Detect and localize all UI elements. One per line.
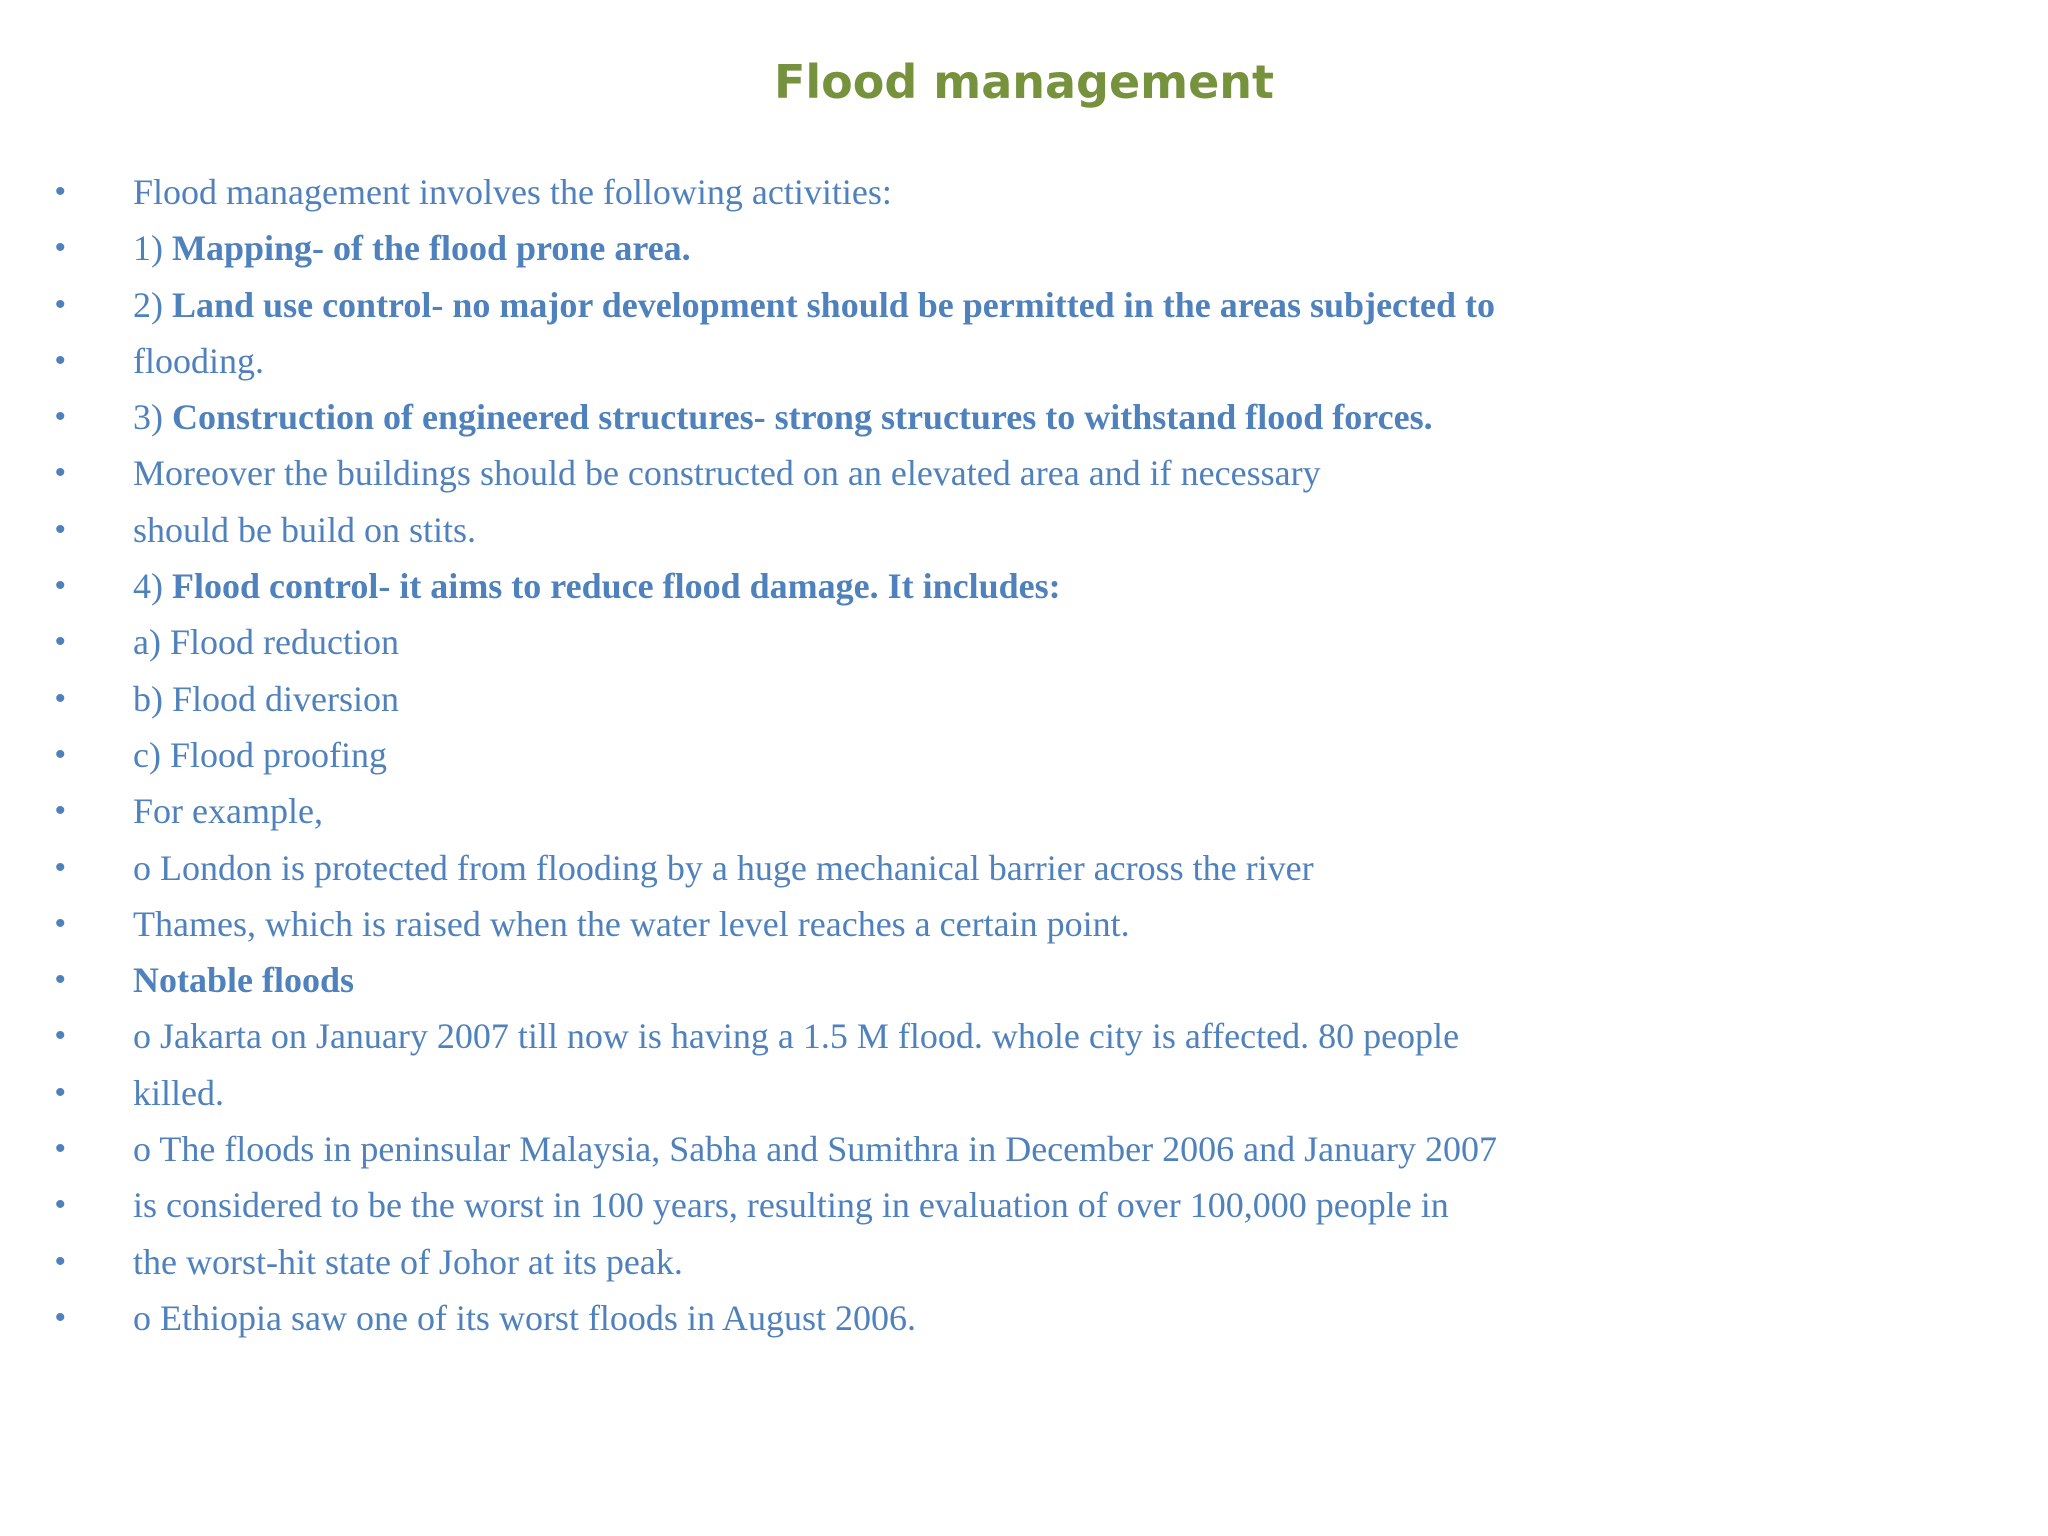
bullet-main-text: For example, <box>133 791 323 832</box>
bullet-dot-icon: • <box>55 794 66 828</box>
bullet-text <box>133 727 387 783</box>
bullet-text <box>133 558 1061 614</box>
bullet-text <box>133 1177 1449 1233</box>
bullet-main-text: c) Flood proofing <box>133 734 387 775</box>
bullet-item <box>0 614 2048 670</box>
bullet-dot-icon: • <box>55 512 66 546</box>
bullet-text <box>133 783 323 839</box>
bullet-item <box>0 445 2048 501</box>
bullet-main-text: flooding. <box>133 340 264 381</box>
bullet-item <box>0 1290 2048 1346</box>
bullet-item <box>0 502 2048 558</box>
bullet-text <box>133 614 399 670</box>
slide-title: Flood management <box>773 55 1275 109</box>
bullet-number: 1) <box>133 228 172 269</box>
bullet-dot-icon: • <box>55 231 66 265</box>
bullet-dot-icon: • <box>55 400 66 434</box>
bullet-dot-icon: • <box>55 1075 66 1109</box>
bullet-dot-icon: • <box>55 625 66 659</box>
bullet-text <box>133 502 476 558</box>
bullet-dot-icon: • <box>55 1019 66 1053</box>
bullet-main-text: the worst-hit state of Johor at its peak. <box>133 1241 683 1282</box>
bullet-item <box>0 164 2048 220</box>
bullet-number: 4) <box>133 566 172 607</box>
bullet-main-text: b) Flood diversion <box>133 678 399 719</box>
bullet-text <box>133 671 399 727</box>
bullet-item <box>0 1234 2048 1290</box>
bullet-main-text: Land use control- no major development should be permitted in the areas subjected to <box>172 284 1495 325</box>
bullet-main-text: o Ethiopia saw one of its worst floods in August 2006. <box>133 1297 916 1338</box>
bullet-list <box>0 164 2048 1346</box>
bullet-item <box>0 896 2048 952</box>
bullet-main-text: o Jakarta on January 2007 till now is having a 1.5 M flood. whole city is affected. 80 people <box>133 1016 1460 1057</box>
bullet-text <box>133 1121 1497 1177</box>
bullet-dot-icon: • <box>55 1188 66 1222</box>
bullet-dot-icon: • <box>55 569 66 603</box>
bullet-dot-icon: • <box>55 681 66 715</box>
bullet-main-text: a) Flood reduction <box>133 622 399 663</box>
bullet-number: 3) <box>133 397 172 438</box>
bullet-main-text: Thames, which is raised when the water level reaches a certain point. <box>133 903 1130 944</box>
bullet-text <box>133 1234 683 1290</box>
bullet-dot-icon: • <box>55 343 66 377</box>
bullet-text <box>133 277 1495 333</box>
bullet-text <box>133 333 264 389</box>
bullet-item <box>0 727 2048 783</box>
bullet-dot-icon: • <box>55 906 66 940</box>
bullet-text <box>133 164 892 220</box>
bullet-item <box>0 952 2048 1008</box>
bullet-text <box>133 896 1130 952</box>
bullet-dot-icon: • <box>55 737 66 771</box>
bullet-item <box>0 220 2048 276</box>
bullet-main-text: is considered to be the worst in 100 years, resulting in evaluation of over 100,000 people in <box>133 1185 1449 1226</box>
bullet-item <box>0 1177 2048 1233</box>
bullet-number: 2) <box>133 284 172 325</box>
bullet-main-text: Flood control- it aims to reduce flood damage. It includes: <box>172 566 1061 607</box>
bullet-item <box>0 1008 2048 1064</box>
bullet-text <box>133 445 1321 501</box>
bullet-item <box>0 277 2048 333</box>
bullet-dot-icon: • <box>55 1300 66 1334</box>
bullet-text <box>133 220 691 276</box>
bullet-text <box>133 1065 224 1121</box>
bullet-dot-icon: • <box>55 1132 66 1166</box>
bullet-main-text: o The floods in peninsular Malaysia, Sabha and Sumithra in December 2006 and January 2007 <box>133 1129 1498 1170</box>
bullet-main-text: Notable floods <box>133 960 355 1001</box>
bullet-main-text: o London is protected from flooding by a huge mechanical barrier across the river <box>133 847 1314 888</box>
bullet-main-text: should be build on stits. <box>133 509 477 550</box>
bullet-dot-icon: • <box>55 963 66 997</box>
bullet-item <box>0 1121 2048 1177</box>
bullet-dot-icon: • <box>55 287 66 321</box>
bullet-main-text: Mapping- of the flood prone area. <box>172 228 691 269</box>
bullet-dot-icon: • <box>55 1244 66 1278</box>
bullet-text <box>133 952 354 1008</box>
bullet-text <box>133 840 1314 896</box>
bullet-dot-icon: • <box>55 850 66 884</box>
bullet-item <box>0 558 2048 614</box>
bullet-item <box>0 840 2048 896</box>
bullet-item <box>0 783 2048 839</box>
bullet-text <box>133 389 1433 445</box>
bullet-dot-icon: • <box>55 456 66 490</box>
bullet-item <box>0 333 2048 389</box>
bullet-item <box>0 671 2048 727</box>
bullet-text <box>133 1008 1459 1064</box>
bullet-main-text: Construction of engineered structures- strong structures to withstand flood forces. <box>172 397 1433 438</box>
bullet-item <box>0 1065 2048 1121</box>
bullet-main-text: killed. <box>133 1072 224 1113</box>
bullet-main-text: Flood management involves the following activities: <box>133 172 892 212</box>
bullet-main-text: Moreover the buildings should be constructed on an elevated area and if necessary <box>133 453 1321 494</box>
bullet-dot-icon: • <box>55 175 66 208</box>
bullet-item <box>0 389 2048 445</box>
bullet-text <box>133 1290 916 1346</box>
